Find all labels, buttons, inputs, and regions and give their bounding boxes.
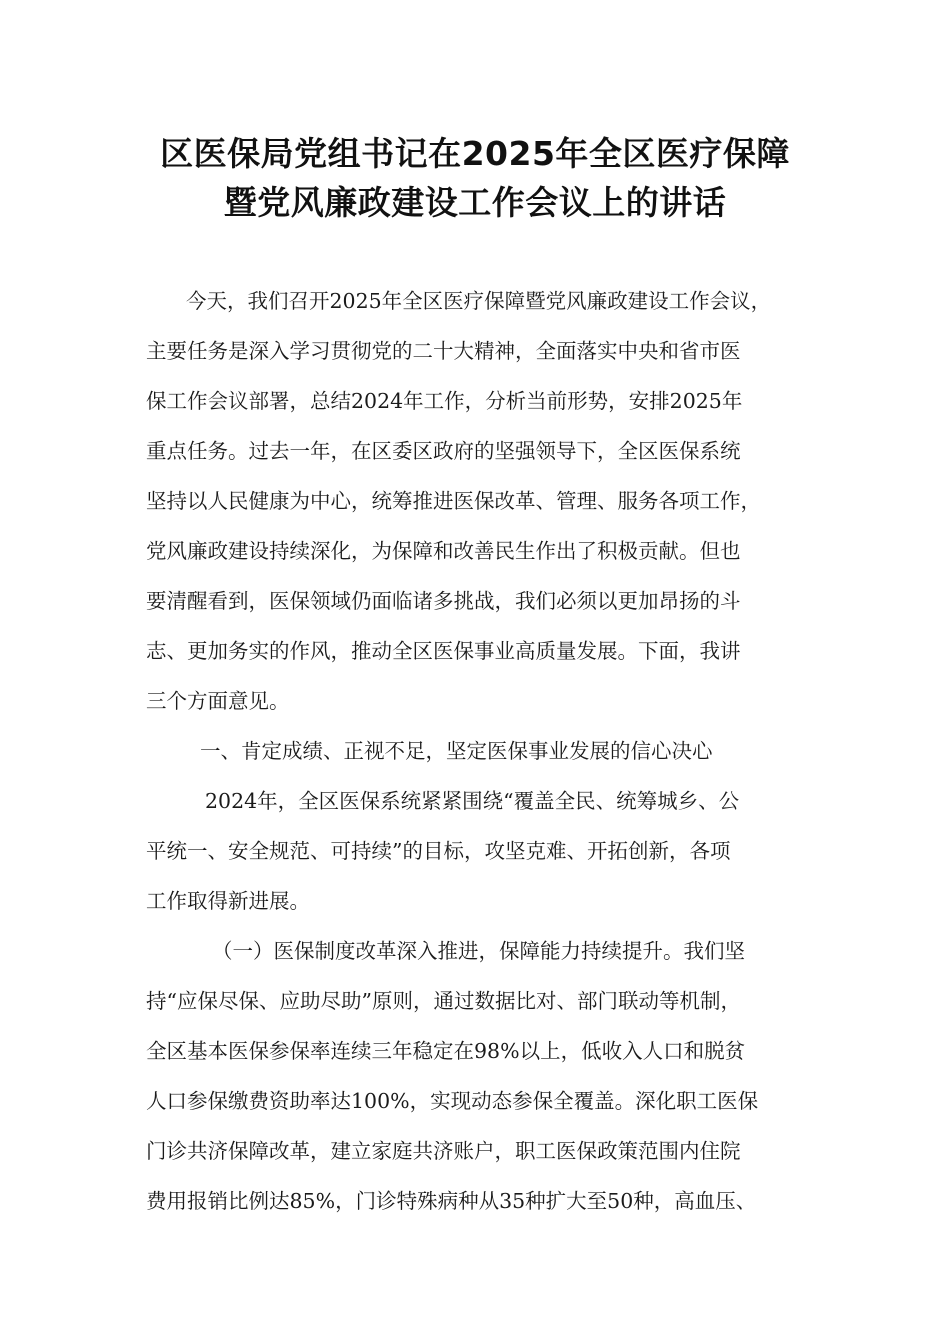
document-title-line-2: 暨党风廉政建设工作会议上的讲话 [223, 183, 727, 222]
paragraph-line: 三个方面意见。 [146, 689, 290, 713]
paragraph-line: 2024年，全区医保系统紧紧围绕“覆盖全民、统筹城乡、公 [205, 789, 740, 813]
paragraph-line: 平统一、安全规范、可持续”的目标，攻坚克难、开拓创新，各项 [146, 839, 731, 863]
paragraph-line: 持“应保尽保、应助尽助”原则，通过数据比对、部门联动等机制， [146, 989, 741, 1013]
paragraph-line: 全区基本医保参保率连续三年稳定在98%以上，低收入人口和脱贫 [146, 1039, 746, 1063]
paragraph-line: 费用报销比例达85%，门诊特殊病种从35种扩大至50种，高血压、 [146, 1189, 757, 1213]
paragraph-line: 重点任务。过去一年，在区委区政府的坚强领导下，全区医保系统 [146, 439, 741, 463]
paragraph-line: 志、更加务实的作风，推动全区医保事业高质量发展。下面，我讲 [146, 639, 741, 663]
paragraph-line: 今天，我们召开2025年全区医疗保障暨党风廉政建设工作会议， [186, 289, 772, 313]
paragraph-line: 党风廉政建设持续深化，为保障和改善民生作出了积极贡献。但也 [146, 539, 741, 563]
document-title-line-1: 区医保局党组书记在2025年全区医疗保障 [160, 134, 790, 173]
paragraph-line: 坚持以人民健康为中心，统筹推进医保改革、管理、服务各项工作， [146, 489, 761, 513]
paragraph-line: 人口参保缴费资助率达100%，实现动态参保全覆盖。深化职工医保 [146, 1089, 759, 1113]
paragraph-line: 门诊共济保障改革，建立家庭共济账户，职工医保政策范围内住院 [146, 1139, 741, 1163]
paragraph-line: 保工作会议部署，总结2024年工作，分析当前形势，安排2025年 [146, 389, 743, 413]
paragraph-line: 主要任务是深入学习贯彻党的二十大精神，全面落实中央和省市医 [146, 339, 741, 363]
section-heading: 一、肯定成绩、正视不足，坚定医保事业发展的信心决心 [200, 739, 713, 763]
paragraph-line: 要清醒看到，医保领域仍面临诸多挑战，我们必须以更加昂扬的斗 [146, 589, 741, 613]
paragraph-line: 工作取得新进展。 [146, 889, 310, 913]
subsection-line: （一）医保制度改革深入推进，保障能力持续提升。我们坚 [212, 939, 745, 963]
